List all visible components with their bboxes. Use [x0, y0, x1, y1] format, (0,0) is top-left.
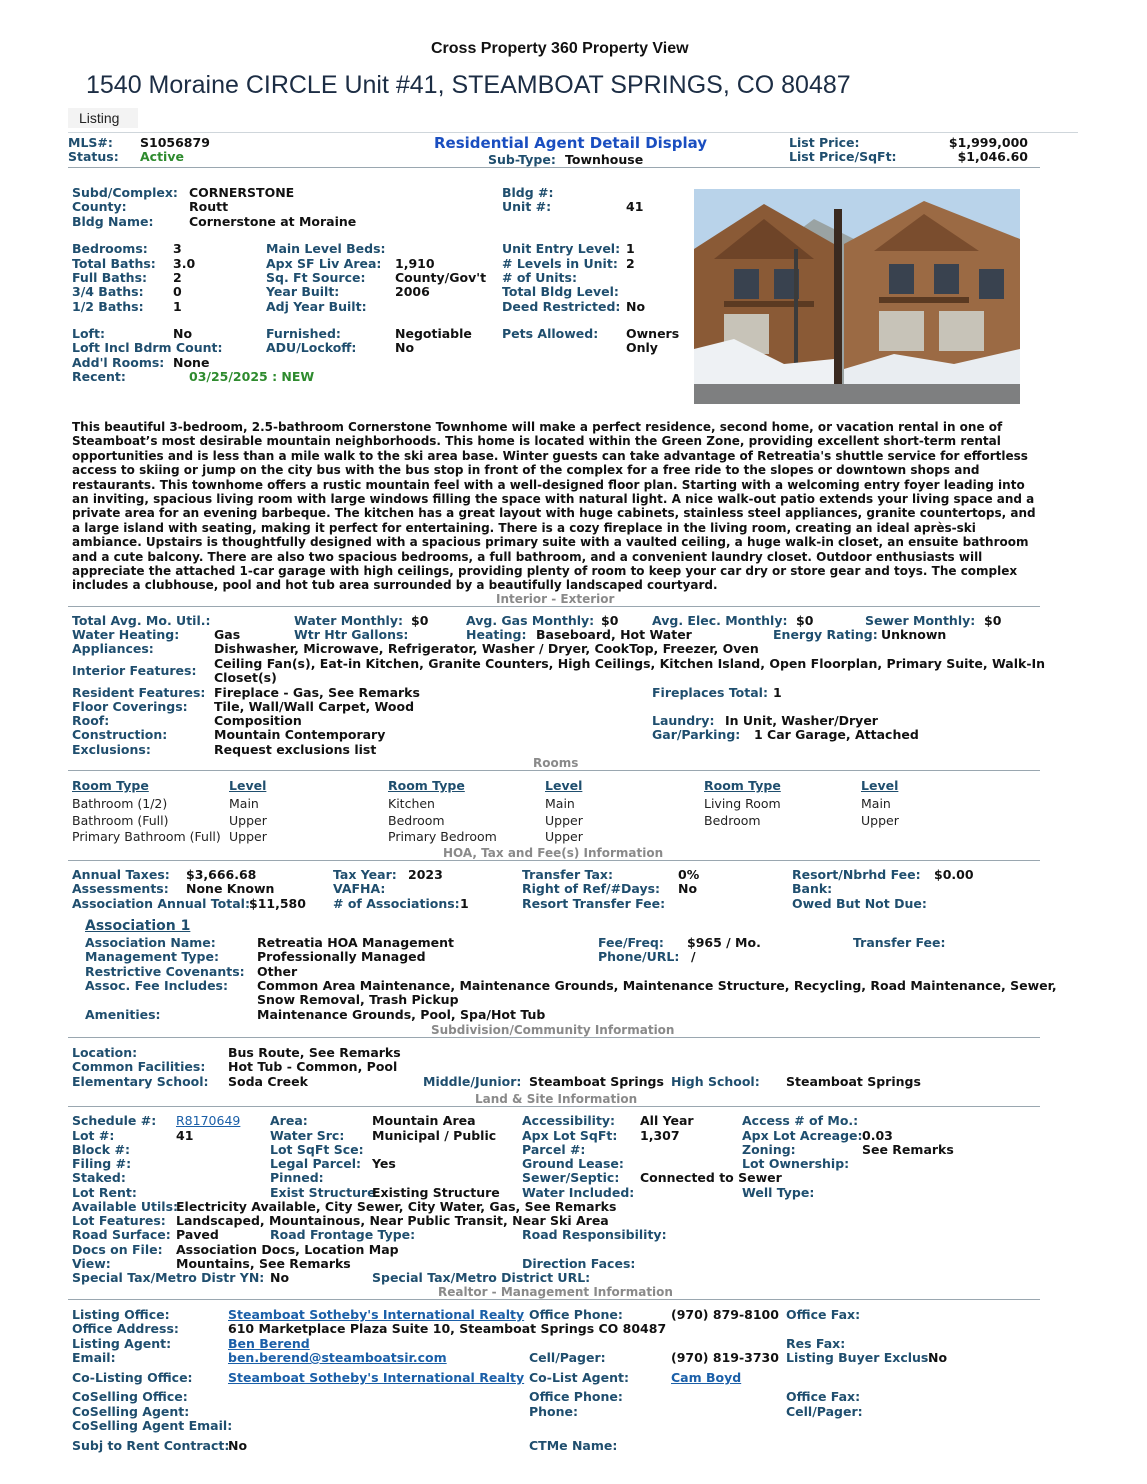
full-baths-value: 2	[173, 270, 182, 285]
area-value: Mountain Area	[372, 1113, 476, 1128]
interior-heading: Interior - Exterior	[496, 592, 615, 606]
water-monthly-label: Water Monthly:	[294, 613, 403, 628]
transfer-tax-label: Transfer Tax:	[522, 867, 613, 882]
elementary-label: Elementary School:	[72, 1074, 209, 1089]
unit-value: 41	[626, 199, 644, 214]
entry-level-value: 1	[626, 241, 635, 256]
assessments-value: None Known	[186, 881, 275, 896]
vafha-label: VAFHA:	[333, 881, 386, 896]
floor-label: Floor Coverings:	[72, 699, 188, 714]
utils-value: Electricity Available, City Sewer, City Water, Gas, See Remarks	[176, 1199, 617, 1214]
email-link[interactable]: ben.berend@steamboatsir.com	[228, 1350, 447, 1365]
total-bldg-label: Total Bldg Level:	[502, 284, 619, 299]
co-office-link[interactable]: Steamboat Sotheby's International Realty	[228, 1370, 525, 1385]
pets-value-1: Owners	[626, 326, 680, 341]
utils-label: Available Utils:	[72, 1199, 179, 1214]
docs-value: Association Docs, Location Map	[176, 1242, 399, 1257]
zoning-label: Zoning:	[742, 1142, 796, 1157]
exclusions-label: Exclusions:	[72, 742, 151, 757]
road-surface-value: Paved	[176, 1227, 219, 1242]
year-built-label: Year Built:	[266, 284, 340, 299]
three-quarter-baths-value: 0	[173, 284, 182, 299]
office-fax-label: Office Fax:	[786, 1307, 861, 1322]
fee-includes-line2: Snow Removal, Trash Pickup	[257, 992, 459, 1007]
bedrooms-value: 3	[173, 241, 182, 256]
furnished-label: Furnished:	[266, 326, 341, 341]
county-value: Routt	[189, 199, 229, 214]
construction-value: Mountain Contemporary	[214, 727, 386, 742]
acreage-value: 0.03	[862, 1128, 893, 1143]
listing-description: This beautiful 3-bedroom, 2.5-bathroom Cornerstone Townhome will make a perfect residence, second home, or vacation rental in one of Steamboat’s most desirable mountain neighborhoods. This home is located within the Green Zone, providing excellent short-term rental opportunities and is less than a mile walk to the ski area base. Winter guests can take advantage of Retreatia's shuttle service for effortless access to skiing or jump on the city bus with the bus stop in front of the complex for a free ride to the slopes or downtown shops and restaurants. This townhome offers a rustic mountain feel with a well-designed floor plan. Starting with a welcoming entry foyer leading into an inviting, spacious living room with large windows filling the space with natural light. A nice walk-out patio extends your living space and a private area for an evening barbeque. The kitchen has a great layout with huge cabinets, stainless steel appliances, granite countertops, and a large island with seating, making it perfect for entertaining. There is a cozy fireplace in the living room, creating an ideal après-ski ambiance. Upstairs is thoughtfully designed with a spacious primary suite with a vaulted ceiling, a huge walk-in closet, an ensuite bathroom and a cute balcony. There are also two spacious bedrooms, a full bathroom, and a convenient laundry closet. Outdoor enthusiasts will appreciate the attached 1-car garage with high ceilings, providing plenty of room to keep your car dry or store gear and toys. The complex includes a clubhouse, pool and hot tub area surrounded by a beautifully landscaped courtyard.	[72, 420, 1036, 593]
listing-office-label: Listing Office:	[72, 1307, 170, 1322]
pinned-label: Pinned:	[270, 1170, 324, 1185]
status-label: Status:	[68, 149, 119, 164]
room-cell: Primary Bathroom (Full)	[72, 829, 221, 844]
room-cell: Upper	[229, 829, 267, 844]
bank-label: Bank:	[792, 881, 833, 896]
assoc-name-label: Association Name:	[85, 935, 216, 950]
staked-label: Staked:	[72, 1170, 126, 1185]
apx-sf-label: Apx SF Liv Area:	[266, 256, 382, 271]
transfer-fee-label: Transfer Fee:	[853, 935, 946, 950]
exist-structure-label: Exist Structure	[270, 1185, 376, 1200]
parcel-label: Parcel #:	[522, 1142, 586, 1157]
cosell-fax-label: Office Fax:	[786, 1389, 861, 1404]
hoa-heading: HOA, Tax and Fee(s) Information	[443, 846, 664, 860]
adu-value: No	[395, 340, 415, 355]
construction-label: Construction:	[72, 727, 168, 742]
sewer-monthly-label: Sewer Monthly:	[865, 613, 976, 628]
pets-value-2: Only	[626, 340, 658, 355]
schedule-link[interactable]: R8170649	[176, 1113, 241, 1128]
resident-label: Resident Features:	[72, 685, 206, 700]
room-cell: Living Room	[704, 796, 781, 811]
util-label: Total Avg. Mo. Util.:	[72, 613, 211, 628]
lot-sqft-value: 1,307	[640, 1128, 680, 1143]
phone-url-value: /	[691, 949, 696, 964]
price-sqft-value: $1,046.60	[957, 149, 1028, 164]
office-address-label: Office Address:	[72, 1321, 179, 1336]
location-value: Bus Route, See Remarks	[228, 1045, 401, 1060]
office-address-value: 610 Marketplace Plaza Suite 10, Steamboat Springs CO 80487	[228, 1321, 667, 1336]
rent-contract-label: Subj to Rent Contract:	[72, 1438, 230, 1453]
covenants-value: Other	[257, 964, 298, 979]
road-surface-label: Road Surface:	[72, 1227, 171, 1242]
addl-rooms-value: None	[173, 355, 210, 370]
num-assoc-value: 1	[460, 896, 469, 911]
tax-year-label: Tax Year:	[333, 867, 397, 882]
high-value: Steamboat Springs	[786, 1074, 921, 1089]
accessibility-label: Accessibility:	[522, 1113, 616, 1128]
total-baths-label: Total Baths:	[72, 256, 156, 271]
acreage-label: Apx Lot Acreage:	[742, 1128, 863, 1143]
bldg-name-label: Bldg Name:	[72, 214, 154, 229]
adj-year-label: Adj Year Built:	[266, 299, 367, 314]
garage-value: 1 Car Garage, Attached	[754, 727, 919, 742]
garage-label: Gar/Parking:	[652, 727, 741, 742]
facilities-value: Hot Tub - Common, Pool	[228, 1059, 398, 1074]
road-resp-label: Road Responsibility:	[522, 1227, 667, 1242]
schedule-label: Schedule #:	[72, 1113, 157, 1128]
room-level-header: Level	[545, 778, 583, 793]
display-title: Residential Agent Detail Display	[434, 134, 708, 152]
buyer-excl-value: No	[928, 1350, 948, 1365]
recent-label: Recent:	[72, 369, 126, 384]
list-price-value: $1,999,000	[948, 135, 1028, 150]
deed-label: Deed Restricted:	[502, 299, 621, 314]
room-type-header: Room Type	[72, 778, 149, 793]
office-phone-label: Office Phone:	[529, 1307, 623, 1322]
adu-label: ADU/Lockoff:	[266, 340, 357, 355]
water-included-label: Water Included:	[522, 1185, 635, 1200]
cell-label: Cell/Pager:	[529, 1350, 606, 1365]
taxes-value: $3,666.68	[186, 867, 257, 882]
loft-label: Loft:	[72, 326, 105, 341]
property-photo[interactable]	[694, 189, 1020, 404]
elec-monthly-label: Avg. Elec. Monthly:	[652, 613, 788, 628]
subdivision-heading: Subdivision/Community Information	[431, 1023, 675, 1037]
ground-lease-label: Ground Lease:	[522, 1156, 624, 1171]
water-heating-value: Gas	[214, 627, 241, 642]
fireplaces-value: 1	[773, 685, 782, 700]
area-label: Area:	[270, 1113, 308, 1128]
laundry-label: Laundry:	[652, 713, 715, 728]
room-level-header: Level	[861, 778, 899, 793]
exclusions-value: Request exclusions list	[214, 742, 377, 757]
special-tax-value: No	[270, 1270, 290, 1285]
cosell-agent-label: CoSelling Agent:	[72, 1404, 190, 1419]
special-tax-label: Special Tax/Metro Distr YN:	[72, 1270, 265, 1285]
listing-tab[interactable]	[68, 108, 138, 128]
room-cell: Upper	[229, 813, 267, 828]
full-baths-label: Full Baths:	[72, 270, 148, 285]
listing-agent-label: Listing Agent:	[72, 1336, 172, 1351]
pets-label: Pets Allowed:	[502, 326, 599, 341]
exist-structure-value: Existing Structure	[372, 1185, 500, 1200]
sf-source-label: Sq. Ft Source:	[266, 270, 366, 285]
int-features-line2: Closet(s)	[214, 670, 277, 685]
room-cell: Main	[861, 796, 891, 811]
co-agent-label: Co-List Agent:	[529, 1370, 629, 1385]
view-label: View:	[72, 1256, 111, 1271]
docs-label: Docs on File:	[72, 1242, 163, 1257]
levels-value: 2	[626, 256, 635, 271]
sf-source-value: County/Gov't	[395, 270, 487, 285]
legal-parcel-value: Yes	[372, 1156, 396, 1171]
co-office-label: Co-Listing Office:	[72, 1370, 193, 1385]
cosell-email-label: CoSelling Agent Email:	[72, 1418, 233, 1433]
heating-label: Heating:	[466, 627, 527, 642]
resident-value: Fireplace - Gas, See Remarks	[214, 685, 420, 700]
assoc-total-label: Association Annual Total:	[72, 896, 250, 911]
amenities-label: Amenities:	[85, 1007, 161, 1022]
unit-label: Unit #:	[502, 199, 552, 214]
room-cell: Main	[545, 796, 575, 811]
year-built-value: 2006	[395, 284, 430, 299]
resort-transfer-label: Resort Transfer Fee:	[522, 896, 666, 911]
lot-features-value: Landscaped, Mountainous, Near Public Transit, Near Ski Area	[176, 1213, 609, 1228]
subd-value: CORNERSTONE	[189, 185, 295, 200]
three-quarter-baths-label: 3/4 Baths:	[72, 284, 144, 299]
res-fax-label: Res Fax:	[786, 1336, 846, 1351]
water-src-value: Municipal / Public	[372, 1128, 497, 1143]
fee-includes-line1: Common Area Maintenance, Maintenance Grounds, Maintenance Structure, Recycling, Road Maintenance, Sewer,	[257, 978, 1057, 993]
lot-rent-label: Lot Rent:	[72, 1185, 137, 1200]
rent-contract-value: No	[228, 1438, 248, 1453]
location-label: Location:	[72, 1045, 138, 1060]
cosell-cell-label: Cell/Pager:	[786, 1404, 863, 1419]
cosell-office-label: CoSelling Office:	[72, 1389, 188, 1404]
room-cell: Primary Bedroom	[388, 829, 497, 844]
water-monthly-value: $0	[411, 613, 429, 628]
lot-label: Lot #:	[72, 1128, 115, 1143]
room-cell: Upper	[545, 813, 583, 828]
subtype-value: Townhouse	[565, 152, 644, 167]
realtor-heading: Realtor - Management Information	[438, 1285, 673, 1299]
cosell-agent-phone-label: Phone:	[529, 1404, 579, 1419]
phone-url-label: Phone/URL:	[598, 949, 680, 964]
ownership-label: Lot Ownership:	[742, 1156, 850, 1171]
subtype-label: Sub-Type:	[488, 152, 556, 167]
special-url-label: Special Tax/Metro District URL:	[372, 1270, 591, 1285]
transfer-tax-value: 0%	[678, 867, 700, 882]
laundry-value: In Unit, Washer/Dryer	[725, 713, 878, 728]
loft-bdrm-label: Loft Incl Bdrm Count:	[72, 340, 223, 355]
num-assoc-label: # of Associations:	[333, 896, 460, 911]
listing-tab-label: Listing	[79, 110, 120, 126]
rooms-heading: Rooms	[533, 756, 579, 770]
addl-rooms-label: Add'l Rooms:	[72, 355, 165, 370]
entry-level-label: Unit Entry Level:	[502, 241, 621, 256]
room-cell: Bedroom	[388, 813, 445, 828]
townhome-illustration	[694, 189, 1020, 404]
room-cell: Bathroom (1/2)	[72, 796, 168, 811]
energy-value: Unknown	[881, 627, 947, 642]
amenities-value: Maintenance Grounds, Pool, Spa/Hot Tub	[257, 1007, 546, 1022]
bedrooms-label: Bedrooms:	[72, 241, 148, 256]
elementary-value: Soda Creek	[228, 1074, 308, 1089]
land-heading: Land & Site Information	[475, 1092, 638, 1106]
association-heading: Association 1	[85, 918, 191, 934]
legal-parcel-label: Legal Parcel:	[270, 1156, 362, 1171]
list-price-label: List Price:	[789, 135, 860, 150]
fee-freq-value: $965 / Mo.	[687, 935, 761, 950]
bldg-name-value: Cornerstone at Moraine	[189, 214, 357, 229]
status-value: Active	[140, 149, 184, 164]
ctme-label: CTMe Name:	[529, 1438, 618, 1453]
appliances-value: Dishwasher, Microwave, Refrigerator, Washer / Dryer, CookTop, Freezer, Oven	[214, 641, 759, 656]
room-level-header: Level	[229, 778, 267, 793]
access-months-label: Access # of Mo.:	[742, 1113, 859, 1128]
sewer-monthly-value: $0	[984, 613, 1002, 628]
main-beds-label: Main Level Beds:	[266, 241, 386, 256]
county-label: County:	[72, 199, 127, 214]
tax-year-value: 2023	[408, 867, 443, 882]
covenants-label: Restrictive Covenants:	[85, 964, 245, 979]
facilities-label: Common Facilities:	[72, 1059, 206, 1074]
lot-sqft-label: Apx Lot SqFt:	[522, 1128, 618, 1143]
heating-value: Baseboard, Hot Water	[536, 627, 692, 642]
listing-agent-link[interactable]: Ben Berend	[228, 1336, 310, 1351]
water-heating-label: Water Heating:	[72, 627, 180, 642]
fee-freq-label: Fee/Freq:	[598, 935, 664, 950]
listing-office-link[interactable]: Steamboat Sotheby's International Realty	[228, 1307, 525, 1322]
rofr-label: Right of Ref/#Days:	[522, 881, 661, 896]
co-agent-link[interactable]: Cam Boyd	[671, 1370, 742, 1385]
wtr-gallons-label: Wtr Htr Gallons:	[294, 627, 409, 642]
cosell-phone-label: Office Phone:	[529, 1389, 623, 1404]
water-src-label: Water Src:	[270, 1128, 345, 1143]
deed-value: No	[626, 299, 646, 314]
rofr-value: No	[678, 881, 698, 896]
room-cell: Bathroom (Full)	[72, 813, 169, 828]
resort-fee-label: Resort/Nbrhd Fee:	[792, 867, 921, 882]
view-title: Cross Property 360 Property View	[431, 40, 689, 57]
half-baths-label: 1/2 Baths:	[72, 299, 144, 314]
floor-value: Tile, Wall/Wall Carpet, Wood	[214, 699, 415, 714]
owed-label: Owed But Not Due:	[792, 896, 927, 911]
total-baths-value: 3.0	[173, 256, 196, 271]
mgmt-type-value: Professionally Managed	[257, 949, 426, 964]
assoc-total-value: $11,580	[249, 896, 306, 911]
recent-value: 03/25/2025 : NEW	[189, 369, 315, 384]
apx-sf-value: 1,910	[395, 256, 435, 271]
furnished-value: Negotiable	[395, 326, 472, 341]
view-value: Mountains, See Remarks	[176, 1256, 351, 1271]
email-label: Email:	[72, 1350, 116, 1365]
int-features-label: Interior Features:	[72, 663, 197, 678]
roof-label: Roof:	[72, 713, 110, 728]
elec-monthly-value: $0	[796, 613, 814, 628]
direction-label: Direction Faces:	[522, 1256, 636, 1271]
assessments-label: Assessments:	[72, 881, 169, 896]
middle-value: Steamboat Springs	[529, 1074, 664, 1089]
zoning-value: See Remarks	[862, 1142, 954, 1157]
lot-sqft-sce-label: Lot SqFt Sce:	[270, 1142, 364, 1157]
loft-value: No	[173, 326, 193, 341]
lot-value: 41	[176, 1128, 194, 1143]
units-label: # of Units:	[502, 270, 577, 285]
room-cell: Bedroom	[704, 813, 761, 828]
fee-includes-label: Assoc. Fee Includes:	[85, 978, 228, 993]
room-cell: Upper	[545, 829, 583, 844]
gas-monthly-label: Avg. Gas Monthly:	[466, 613, 595, 628]
property-address: 1540 Moraine CIRCLE Unit #41, STEAMBOAT SPRINGS, CO 80487	[86, 71, 851, 99]
roof-value: Composition	[214, 713, 302, 728]
appliances-label: Appliances:	[72, 641, 154, 656]
room-cell: Upper	[861, 813, 899, 828]
taxes-label: Annual Taxes:	[72, 867, 170, 882]
subd-label: Subd/Complex:	[72, 185, 178, 200]
block-label: Block #:	[72, 1142, 130, 1157]
price-sqft-label: List Price/SqFt:	[789, 149, 897, 164]
resort-fee-value: $0.00	[934, 867, 974, 882]
mgmt-type-label: Management Type:	[85, 949, 219, 964]
fireplaces-label: Fireplaces Total:	[652, 685, 768, 700]
mls-value: S1056879	[140, 135, 210, 150]
room-type-header: Room Type	[388, 778, 465, 793]
middle-label: Middle/Junior:	[423, 1074, 522, 1089]
bldg-num-label: Bldg #:	[502, 185, 554, 200]
room-type-header: Room Type	[704, 778, 781, 793]
high-label: High School:	[671, 1074, 760, 1089]
int-features-line1: Ceiling Fan(s), Eat-in Kitchen, Granite Counters, High Ceilings, Kitchen Island, Open Floorplan, Primary Suite, Walk-In	[214, 656, 1046, 671]
room-cell: Main	[229, 796, 259, 811]
levels-label: # Levels in Unit:	[502, 256, 618, 271]
mls-label: MLS#:	[68, 135, 113, 150]
sewer-septic-label: Sewer/Septic:	[522, 1170, 620, 1185]
cell-value: (970) 819-3730	[671, 1350, 779, 1365]
assoc-name-value: Retreatia HOA Management	[257, 935, 454, 950]
energy-label: Energy Rating:	[773, 627, 878, 642]
half-baths-value: 1	[173, 299, 182, 314]
well-type-label: Well Type:	[742, 1185, 815, 1200]
filing-label: Filing #:	[72, 1156, 132, 1171]
gas-monthly-value: $0	[601, 613, 619, 628]
lot-features-label: Lot Features:	[72, 1213, 166, 1228]
buyer-excl-label: Listing Buyer Exclus.	[786, 1350, 934, 1365]
accessibility-value: All Year	[640, 1113, 694, 1128]
sewer-septic-value: Connected to Sewer	[640, 1170, 782, 1185]
road-frontage-label: Road Frontage Type:	[270, 1227, 416, 1242]
room-cell: Kitchen	[388, 796, 435, 811]
office-phone-value: (970) 879-8100	[671, 1307, 779, 1322]
